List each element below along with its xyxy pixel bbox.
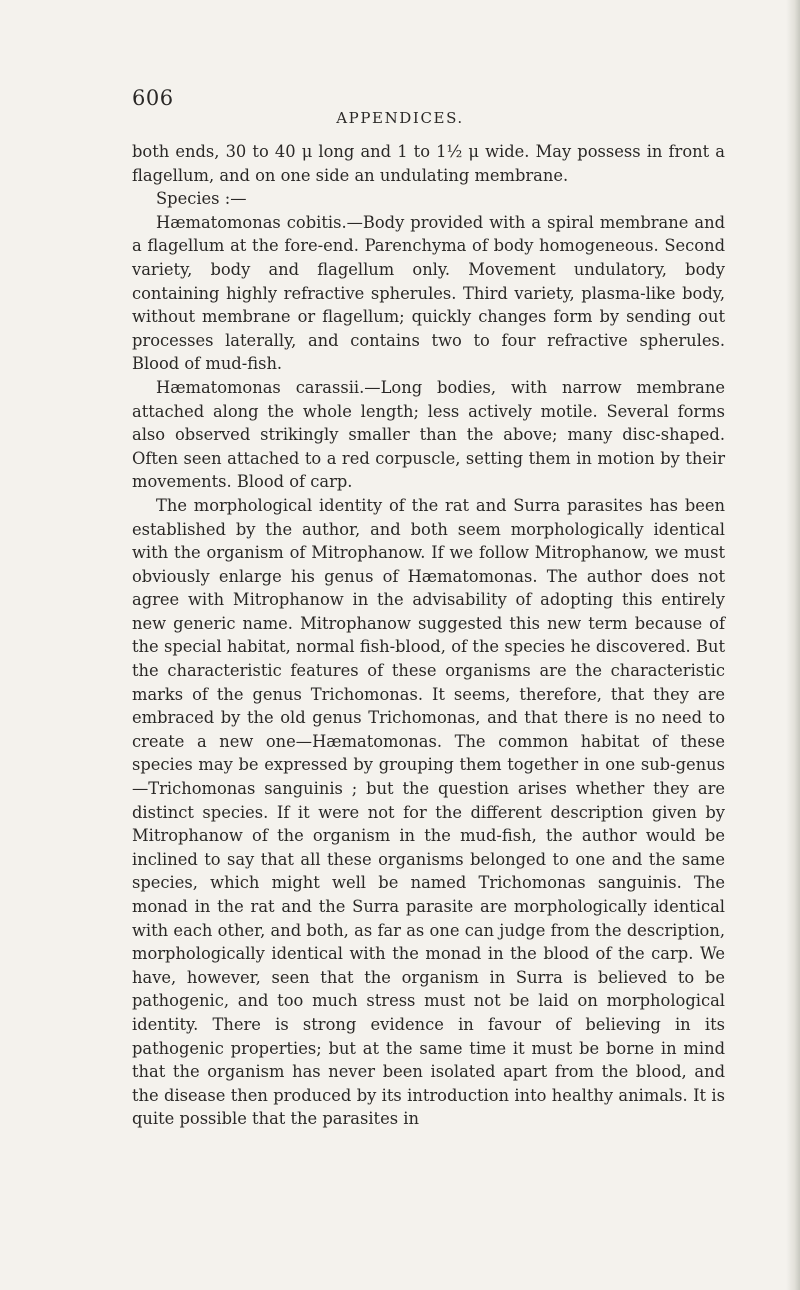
paragraph-haematomonas-cobitis: Hæmatomonas cobitis.—Body provided with a spiral membrane and a flagellum at the fore-end. Parenchyma of body homogeneous. Second variety, body and flagellum only. Movement undulatory, body containing highly refractive spherules. Third variety, plasma-like body, without membrane or flagellum; quickly changes form by sending out processes laterally, and contains two to four refractive spherules. Blood of mud-fish. [132, 212, 725, 374]
paragraph-morphological-identity: The morphological identity of the rat and Surra parasites has been established by the author, and both seem morphologically identical with the organism of Mitrophanow. If we follow Mitrophanow, we must obviously enlarge his genus of Hæmatomonas. The author does not agree with Mitrophanow in the advisability of adopting this entirely new generic name. Mitrophanow suggested this new term because of the special habitat, normal fish-blood, of the species he discovered. But the characteristic features of these organisms are the characteristic marks of the genus Trichomonas. It seems, therefore, that they are embraced by the old genus Trichomonas, and that there is no need to create a new one—Hæmatomonas. The common habitat of these species may be expressed by grouping them together in one sub-genus—Trichomonas sanguinis ; but the question arises whether they are distinct species. If it were not for the different description given by Mitrophanow of the organism in the mud-fish, the author would be inclined to say that all these organisms belonged to one and the same species, which might well be named Trichomonas sanguinis. The monad in the rat and the Surra parasite are morphologically identical with each other, and both, as far as one can judge from the description, morphologically identical with the monad in the blood of the carp. We have, however, seen that the organism in Surra is believed to be pathogenic, and too much stress must not be laid on morphological identity. There is strong evidence in favour of believing in its pathogenic properties; but at the same time it must be borne in mind that the organism has never been isolated apart from the blood, and the disease then produced by its introduction into healthy animals. It is quite possible that the parasites in [132, 495, 725, 1129]
paragraph-haematomonas-carassii: Hæmatomonas carassii.—Long bodies, with narrow membrane attached along the whole length; less actively motile. Several forms also observed strikingly smaller than the above; many disc-shaped. Often seen attached to a red corpuscle, setting them in motion by their movements. Blood of carp. [132, 377, 725, 492]
body-text [132, 140, 725, 1131]
paragraph-continuation: both ends, 30 to 40 μ long and 1 to 1½ μ wide. May possess in front a flagellum, and on one side an undulating membrane. [132, 142, 725, 185]
page-header [0, 86, 800, 146]
page-number: 606 [132, 86, 174, 110]
running-head: APPENDICES. [336, 109, 464, 127]
page-edge-shadow [786, 0, 800, 1290]
paragraph-species-heading: Species :— [156, 189, 247, 209]
